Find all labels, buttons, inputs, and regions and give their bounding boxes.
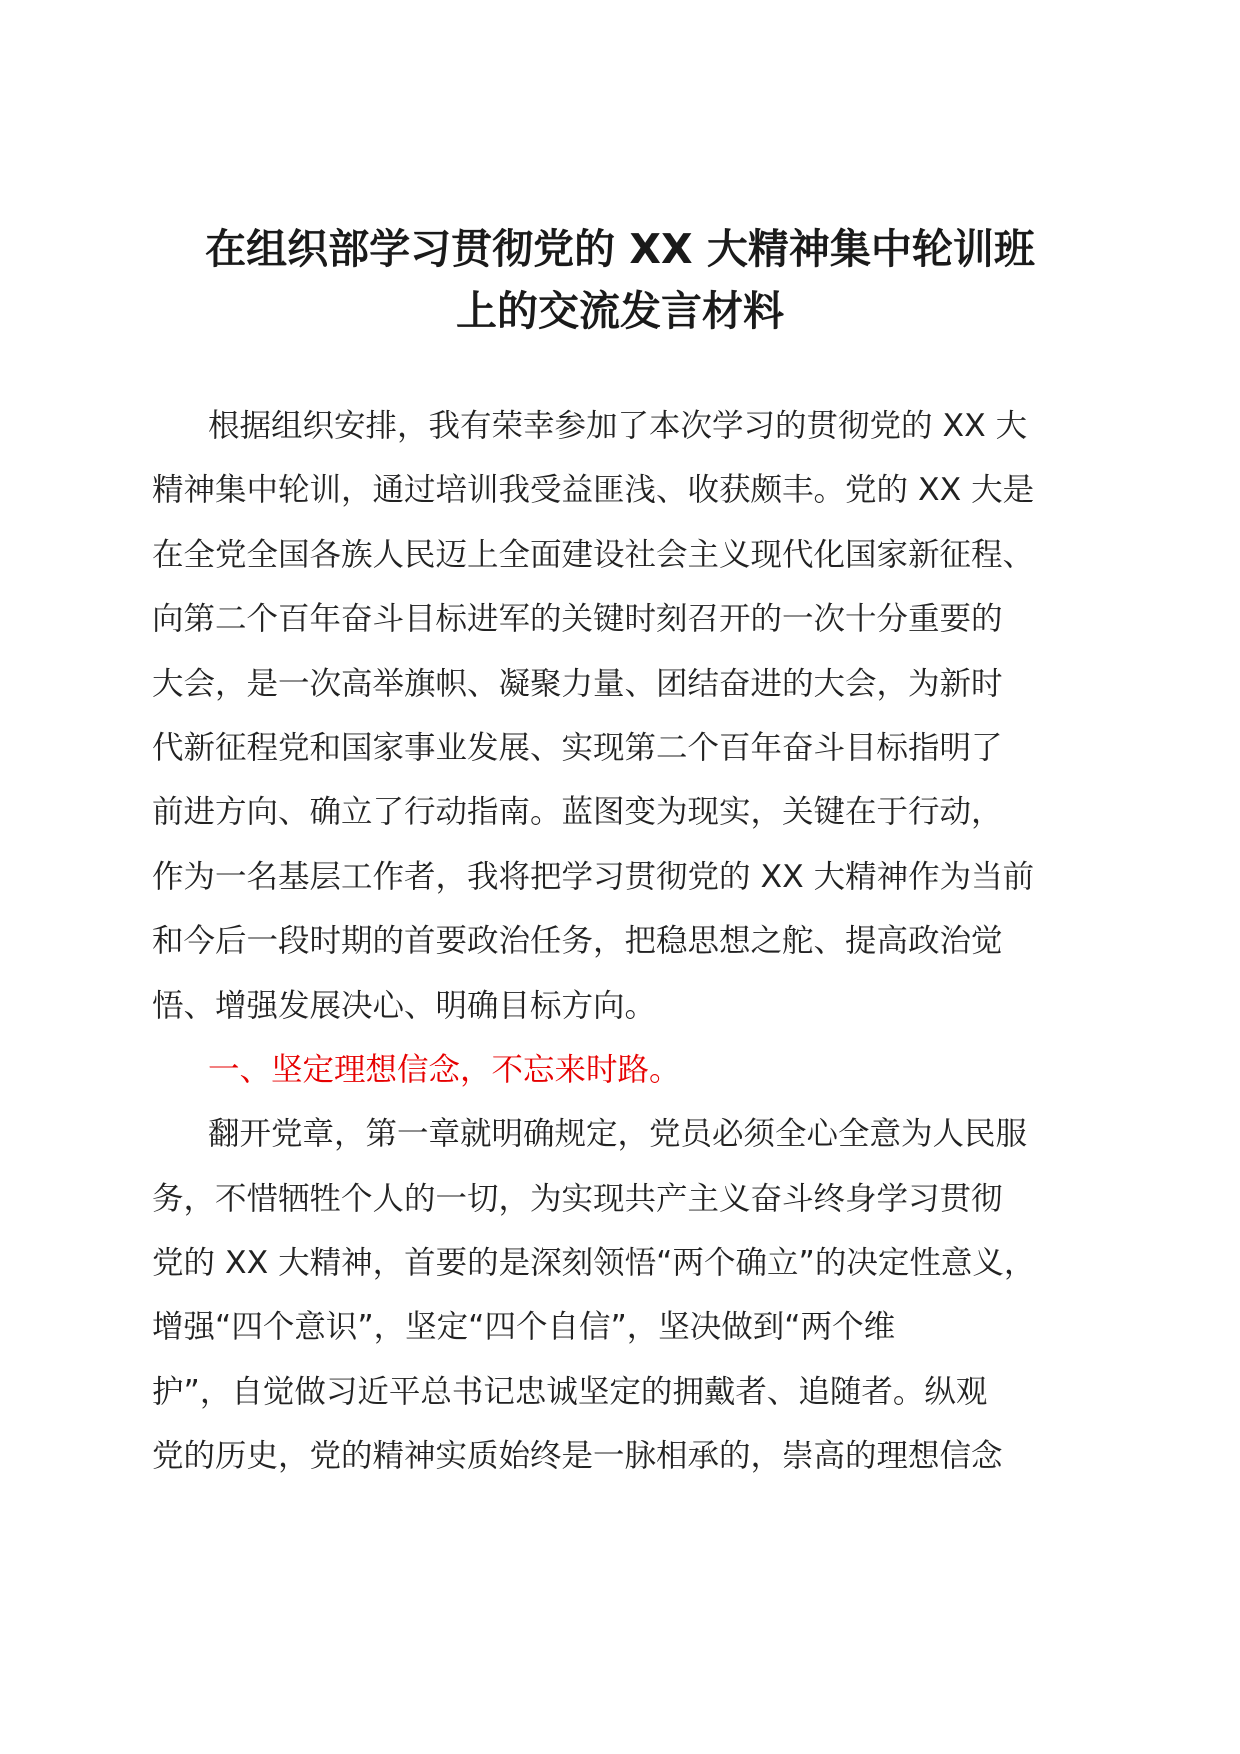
paragraph-2: [152, 1102, 1112, 1488]
paragraph-line: 代新征程党和国家事业发展、实现第二个百年奋斗目标指明了: [152, 729, 1003, 766]
paragraph-line: 护”，自觉做习近平总书记忠诚坚定的拥戴者、追随者。纵观: [152, 1373, 988, 1410]
document-title: [140, 218, 1100, 342]
paragraph-line: 大会，是一次高举旗帜、凝聚力量、团结奋进的大会，为新时: [152, 665, 1003, 702]
paragraph-line: 党的 XX 大精神，首要的是深刻领悟“两个确立”的决定性意义，: [152, 1245, 1036, 1282]
paragraph-line: 精神集中轮训，通过培训我受益匪浅、收获颇丰。党的 XX 大是: [152, 472, 1035, 509]
paragraph-line: 在全党全国各族人民迈上全面建设社会主义现代化国家新征程、: [152, 536, 1035, 573]
paragraph-line: 向第二个百年奋斗目标进军的关键时刻召开的一次十分重要的: [152, 601, 1003, 638]
paragraph-line: 党的历史，党的精神实质始终是一脉相承的，崇高的理想信念: [152, 1438, 1003, 1475]
paragraph-line: 根据组织安排，我有荣幸参加了本次学习的贯彻党的 XX 大: [208, 408, 1028, 444]
section-1-heading: 一、坚定理想信念，不忘来时路。: [208, 1051, 681, 1088]
paragraph-line: 增强“四个意识”，坚定“四个自信”，坚决做到“两个维: [152, 1309, 896, 1346]
paragraph-line: 作为一名基层工作者，我将把学习贯彻党的 XX 大精神作为当前: [152, 858, 1035, 895]
paragraph-line: 前进方向、确立了行动指南。蓝图变为现实，关键在于行动，: [152, 794, 1003, 831]
paragraph-line: 悟、增强发展决心、明确目标方向。: [152, 987, 657, 1024]
title-line-2: 上的交流发言材料: [456, 287, 784, 335]
document-body: [152, 394, 1112, 1489]
paragraph-line: 和今后一段时期的首要政治任务，把稳思想之舵、提高政治觉: [152, 923, 1003, 960]
paragraph-1: [152, 394, 1112, 1038]
paragraph-line: 翻开党章，第一章就明确规定，党员必须全心全意为人民服: [208, 1116, 1028, 1153]
paragraph-line: 务，不惜牺牲个人的一切，为实现共产主义奋斗终身学习贯彻: [152, 1180, 1003, 1217]
title-line-1: 在组织部学习贯彻党的 XX 大精神集中轮训班: [205, 225, 1035, 273]
